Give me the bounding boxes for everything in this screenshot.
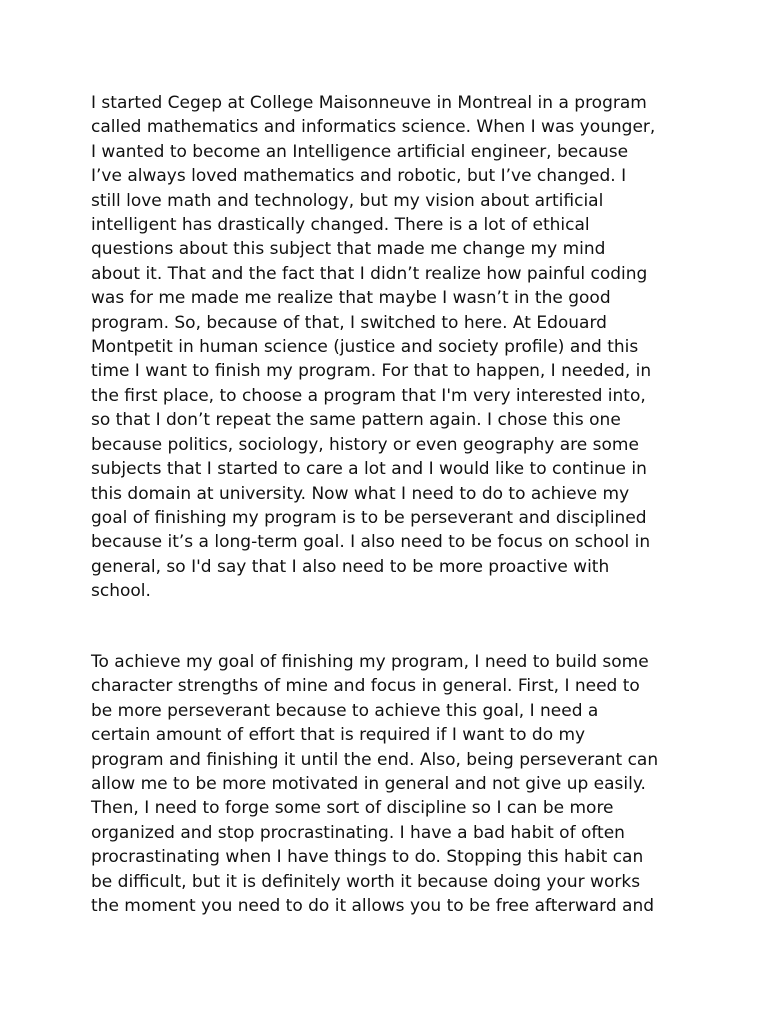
text-line: I wanted to become an Intelligence artificial engineer, because (91, 141, 629, 162)
text-line: questions about this subject that made me change my mind (91, 239, 606, 260)
text-line: be difficult, but it is definitely worth it because doing your works (91, 871, 641, 892)
text-line: Then, I need to forge some sort of discipline so I can be more (91, 798, 614, 819)
text-line: Montpetit in human science (justice and society profile) and this (91, 337, 639, 358)
text-line: because it’s a long-term goal. I also need to be focus on school in (91, 532, 651, 553)
text-line: this domain at university. Now what I need to do to achieve my (91, 483, 630, 504)
paragraph-1 (91, 91, 691, 604)
text-line: certain amount of effort that is required if I want to do my (91, 725, 586, 746)
text-line: I started Cegep at College Maisonneuve in Montreal in a program (91, 93, 647, 113)
text-line: called mathematics and informatics science. When I was younger, (91, 117, 656, 138)
text-line: be more perseverant because to achieve this goal, I need a (91, 700, 599, 721)
text-line: program. So, because of that, I switched to here. At Edouard (91, 312, 607, 333)
text-line: To achieve my goal of finishing my program, I need to build some (91, 652, 649, 672)
text-line: so that I don’t repeat the same pattern again. I chose this one (91, 410, 621, 431)
text-line: was for me made me realize that maybe I wasn’t in the good (91, 288, 611, 309)
text-line: intelligent has drastically changed. There is a lot of ethical (91, 215, 590, 236)
text-line: time I want to finish my program. For that to happen, I needed, in (91, 361, 652, 382)
text-line: character strengths of mine and focus in general. First, I need to (91, 676, 640, 697)
text-line: I’ve always loved mathematics and robotic, but I’ve changed. I (91, 166, 627, 187)
text-line: procrastinating when I have things to do. Stopping this habit can (91, 847, 644, 868)
text-line: program and finishing it until the end. Also, being perseverant can (91, 749, 659, 770)
text-line: allow me to be more motivated in general and not give up easily. (91, 774, 646, 795)
text-line: about it. That and the fact that I didn’t realize how painful coding (91, 263, 648, 284)
text-line: the moment you need to do it allows you to be free afterward and (91, 896, 655, 917)
text-line: still love math and technology, but my vision about artificial (91, 190, 604, 211)
text-line: because politics, sociology, history or even geography are some (91, 434, 639, 455)
text-line: goal of finishing my program is to be perseverant and disciplined (91, 507, 647, 528)
text-line: school. (91, 581, 151, 602)
text-line: the first place, to choose a program that I'm very interested into, (91, 385, 646, 406)
text-line: organized and stop procrastinating. I have a bad habit of often (91, 822, 625, 843)
text-line: general, so I'd say that I also need to be more proactive with (91, 556, 610, 577)
text-line: subjects that I started to care a lot and I would like to continue in (91, 459, 647, 480)
paragraph-2 (91, 650, 691, 918)
